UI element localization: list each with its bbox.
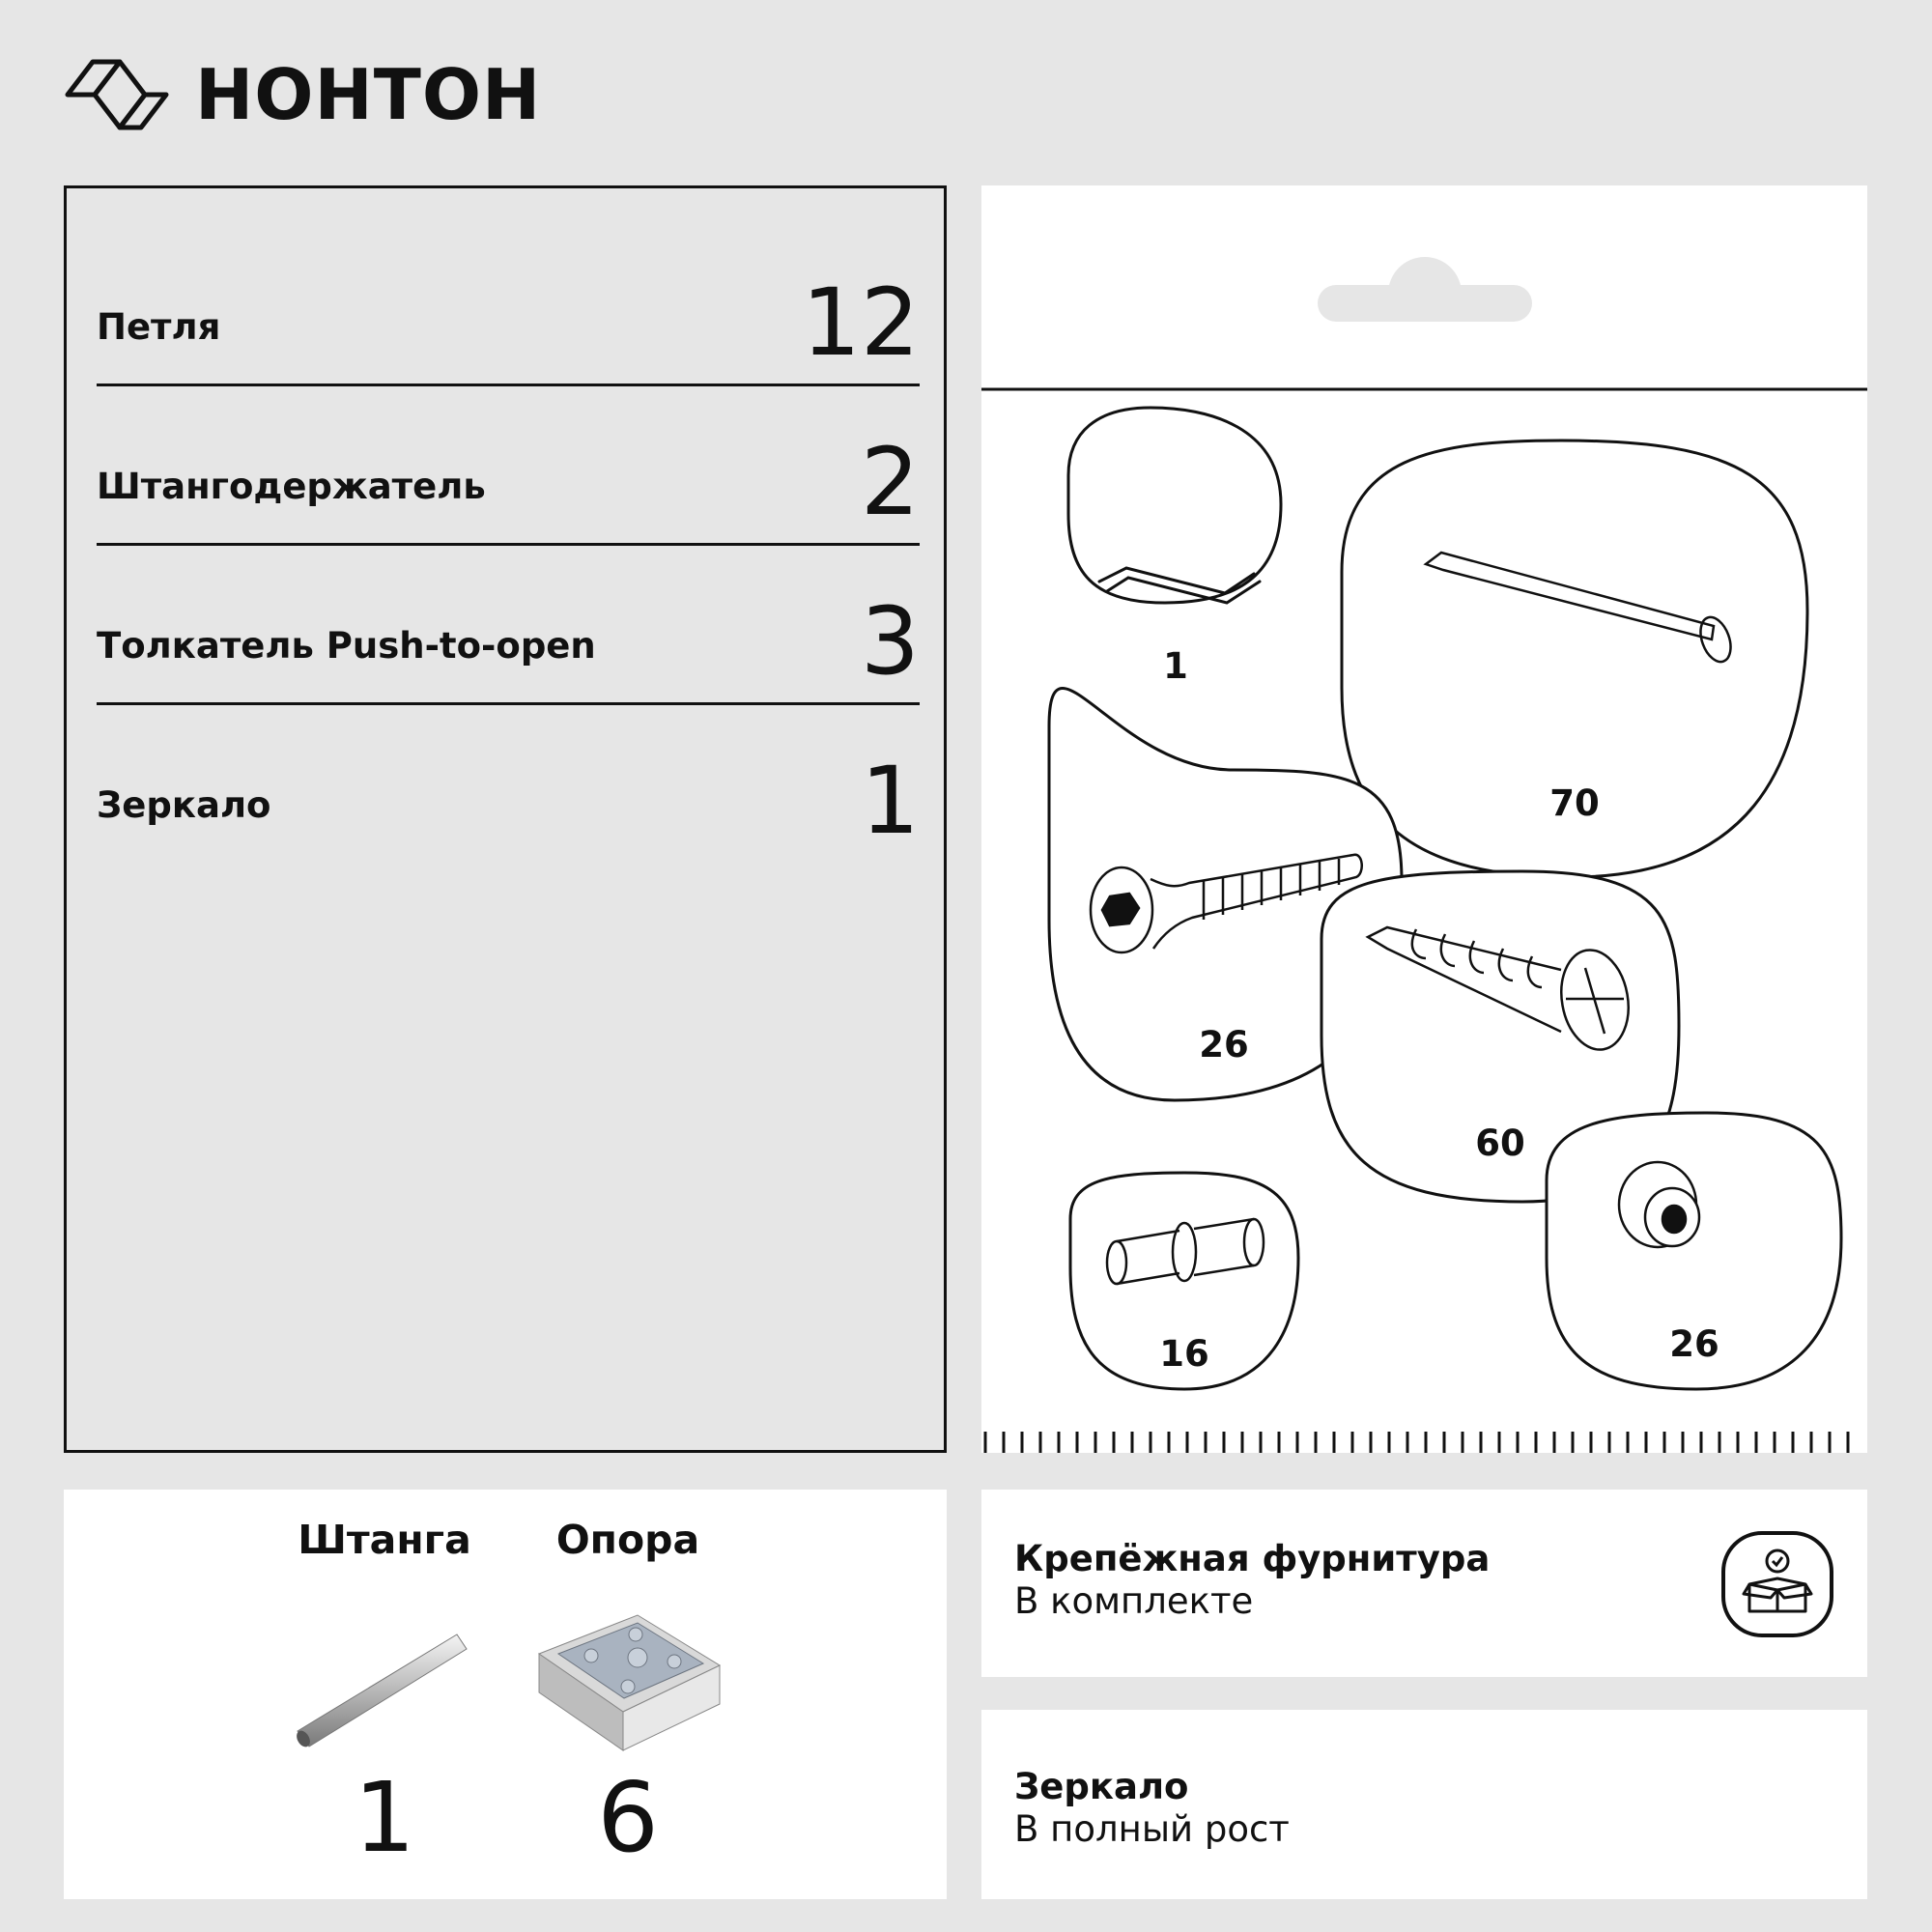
box-check-icon (1720, 1530, 1834, 1638)
support-foot-icon (531, 1596, 724, 1760)
rod-icon (288, 1596, 481, 1760)
brand-header (64, 56, 541, 133)
tear-strip (985, 1432, 1848, 1453)
hardware-count: 26 (1199, 1024, 1249, 1065)
card-subtitle: В комплекте (1014, 1580, 1254, 1622)
card-title: Крепёжная фурнитура (1014, 1538, 1491, 1579)
folded-ribbon-logo-icon (64, 56, 170, 133)
parts-list-panel (64, 185, 947, 1453)
brand-name: НОНТОН (195, 54, 542, 135)
parts-list-item (97, 227, 920, 386)
parts-list-item (97, 386, 920, 546)
hardware-count: 16 (1159, 1333, 1209, 1375)
hardware-included-card (981, 1490, 1867, 1677)
part-label: Толкатель Push-to-open (97, 625, 596, 667)
hardware-package-panel (981, 185, 1867, 1453)
part-count: 3 (860, 587, 920, 696)
part-label: Зеркало (97, 784, 271, 826)
mirror-card (981, 1710, 1867, 1899)
accessory-item (502, 1490, 753, 1899)
part-label: Штангодержатель (97, 466, 486, 507)
hardware-count: 60 (1475, 1122, 1525, 1164)
parts-list-item (97, 705, 920, 865)
accessory-count: 1 (354, 1761, 415, 1874)
accessory-title: Опора (555, 1517, 700, 1563)
hardware-package-illustration (981, 185, 1867, 1453)
part-count: 12 (801, 269, 920, 377)
hardware-count: 70 (1549, 782, 1600, 824)
hang-hole-icon (1318, 257, 1532, 322)
hardware-count: 1 (1163, 645, 1188, 687)
hex-key-bubble (1068, 408, 1281, 603)
card-subtitle: В полный рост (1014, 1808, 1290, 1850)
parts-list-item (97, 546, 920, 705)
accessory-count: 6 (597, 1761, 659, 1874)
hardware-count: 26 (1669, 1323, 1719, 1365)
accessory-item (259, 1490, 510, 1899)
card-title: Зеркало (1014, 1766, 1189, 1807)
part-count: 2 (860, 428, 920, 536)
part-label: Петля (97, 306, 221, 348)
accessories-panel (64, 1490, 947, 1899)
part-count: 1 (860, 747, 920, 855)
accessory-title: Штанга (298, 1517, 471, 1563)
